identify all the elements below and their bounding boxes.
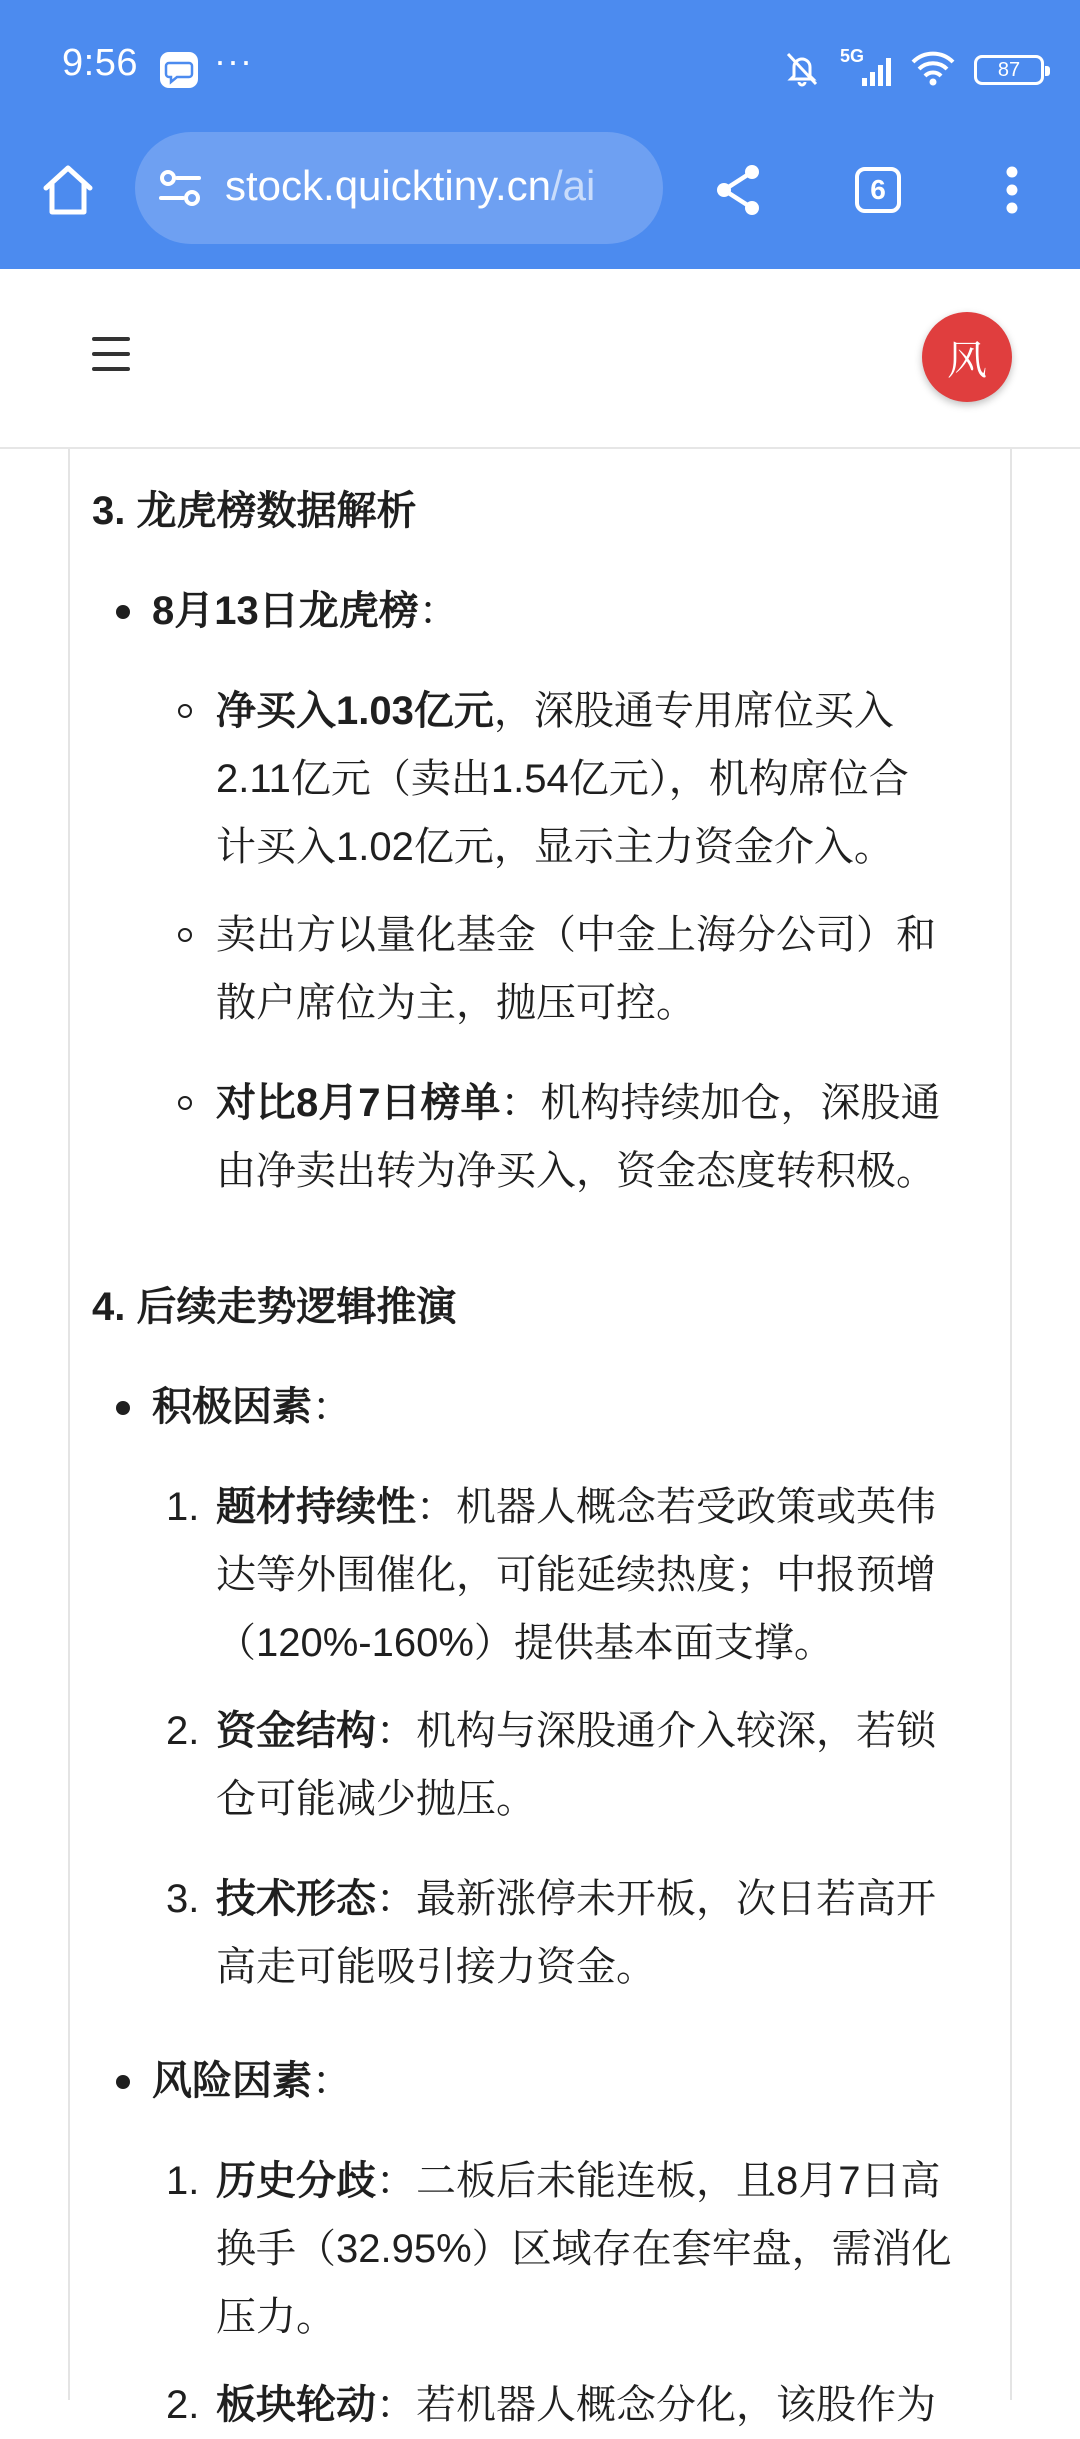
- url-text: [225, 162, 595, 210]
- item-text: 卖出方以量化基金（中金上海分公司）和: [216, 913, 936, 957]
- item-text: ：二板后未能连板，且8月7日高: [376, 2159, 941, 2203]
- bullet-dot: [116, 1401, 130, 1415]
- bullet-label-suffix: ：: [418, 589, 459, 633]
- item-bold: 板块轮动: [216, 2383, 376, 2427]
- item-text: ：机构持续加仓，深股通: [500, 1081, 941, 1125]
- item-text: 达等外围催化，可能延续热度；中报预增: [216, 1553, 936, 1597]
- circle-bullet: [178, 1096, 192, 1110]
- menu-icon[interactable]: [92, 337, 130, 371]
- share-button[interactable]: [698, 150, 778, 230]
- user-avatar[interactable]: [922, 312, 1012, 402]
- item-text: 换手（32.95%）区域存在套牢盘，需消化: [216, 2227, 952, 2271]
- chat-app-icon: [160, 52, 198, 88]
- item-text: 由净卖出转为净买入，资金态度转积极。: [216, 1149, 936, 1193]
- tab-count: 6: [870, 174, 886, 205]
- item-text: 压力。: [216, 2295, 336, 2339]
- item-text: ：最新涨停未开板，次日若高开: [376, 1877, 936, 1921]
- home-button[interactable]: [28, 150, 108, 230]
- item-bold: 技术形态: [216, 1877, 376, 1921]
- bullet-dot: [116, 605, 130, 619]
- item-number: 1.: [166, 1485, 200, 1529]
- item-number: 3.: [166, 1877, 200, 1921]
- browser-menu-button[interactable]: [972, 150, 1052, 230]
- bullet-label: [152, 2047, 352, 2115]
- status-more-dots: ···: [214, 40, 253, 81]
- item-bold: 历史分歧: [216, 2159, 376, 2203]
- circle-bullet: [178, 928, 192, 942]
- tab-switcher-button[interactable]: [838, 150, 918, 230]
- bullet-label: [152, 577, 459, 645]
- bullet-label-suffix: ：: [312, 1385, 352, 1429]
- cellular-signal-icon: [840, 46, 892, 90]
- item-text: 高走可能吸引接力资金。: [216, 1945, 656, 1989]
- share-icon: [708, 160, 768, 220]
- status-time: 9:56: [62, 42, 138, 84]
- more-vert-icon: [1002, 160, 1022, 220]
- item-number: 2.: [166, 2383, 200, 2427]
- bullet-label-bold: 风险因素: [152, 2059, 312, 2103]
- battery-indicator: [974, 55, 1044, 85]
- status-indicators: [782, 48, 1044, 92]
- network-type-label: 5G: [840, 46, 865, 66]
- item-text: 散户席位为主，抛压可控。: [216, 981, 696, 1025]
- numbered-item: [166, 2371, 1080, 2439]
- section-3-heading: 3. 龙虎榜数据解析: [92, 489, 417, 533]
- browser-chrome: [0, 0, 1080, 269]
- item-number: 2.: [166, 1709, 200, 1753]
- item-bold: 对比8月7日榜单: [216, 1081, 501, 1125]
- list-item: [216, 901, 1080, 1037]
- battery-level: 87: [997, 58, 1021, 81]
- item-number: 1.: [166, 2159, 200, 2203]
- wifi-icon: [910, 48, 956, 93]
- bullet-dot: [116, 2075, 130, 2089]
- item-text: 计买入1.02亿元，显示主力资金介入。: [216, 825, 894, 869]
- tab-count-icon: [855, 167, 901, 213]
- list-item: [216, 1069, 1080, 1205]
- address-bar[interactable]: [135, 132, 663, 244]
- list-item: [216, 677, 1080, 881]
- status-bar: [0, 0, 1080, 130]
- item-text: ：机构与深股通介入较深，若锁: [376, 1709, 936, 1753]
- home-icon: [38, 160, 98, 220]
- section-4-heading: 4. 后续走势逻辑推演: [92, 1285, 457, 1329]
- mute-icon: [782, 48, 822, 93]
- circle-bullet: [178, 704, 192, 718]
- item-bold: 资金结构: [216, 1709, 376, 1753]
- avatar-char: 风: [947, 338, 987, 383]
- numbered-item: [166, 1865, 1080, 2001]
- item-bold: 净买入1.03亿元: [216, 689, 494, 733]
- bullet-label-bold: 积极因素: [152, 1385, 312, 1429]
- url-domain: stock.quicktiny.cn: [225, 162, 552, 209]
- bullet-label: [152, 1373, 352, 1441]
- item-text: （120%-160%）提供基本面支撑。: [216, 1621, 834, 1665]
- item-text: ：机器人概念若受政策或英伟: [416, 1485, 936, 1529]
- item-text: ：若机器人概念分化，该股作为: [376, 2383, 936, 2427]
- numbered-item: [166, 1697, 1080, 1833]
- numbered-item: [166, 2147, 1080, 2351]
- item-text: ，深股通专用席位买入: [493, 689, 894, 733]
- url-path: /ai: [551, 162, 596, 209]
- site-settings-icon[interactable]: [157, 166, 203, 215]
- bullet-label-suffix: ：: [312, 2059, 352, 2103]
- item-text: 2.11亿元（卖出1.54亿元），机构席位合: [216, 757, 909, 801]
- item-bold: 题材持续性: [216, 1485, 416, 1529]
- numbered-item: [166, 1473, 1080, 1677]
- item-text: 仓可能减少抛压。: [216, 1777, 536, 1821]
- bullet-label-bold: 8月13日龙虎榜: [152, 589, 419, 633]
- site-header: [0, 269, 1080, 449]
